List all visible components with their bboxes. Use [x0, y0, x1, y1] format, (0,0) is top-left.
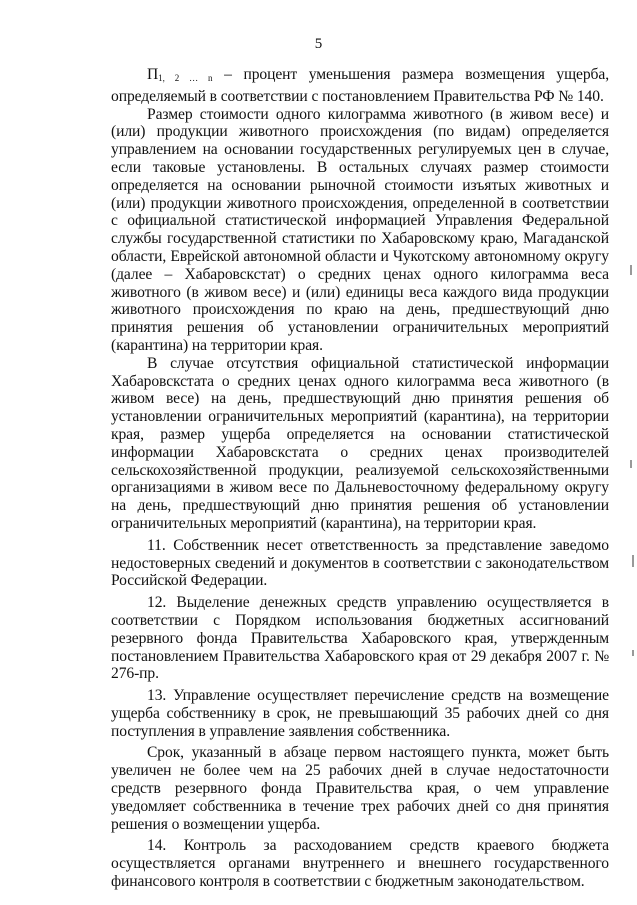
paragraph-cost-calculation: Размер стоимости одного килограмма животного (в живом весе) и (или) продукции животного происхождения (по видам) определяется управлением на основании государственных регулируемых цен в случае, если таковые установлены. В остальных случаях размер стоимости определяется на основании рыночной стоимости изъятых животных и (или) продукции животного происхождения, определенной в соответствии с официальной статистической информацией Управления Федеральной службы государственной статистики по Хабаровскому краю, Магаданской области, Еврейской автономной области и Чукотскому автономному округу (далее – Хабаровскстат) о средних ценах одного килограмма веса животного (в живом весе) и (или) единицы веса каждого вида продукции животного происхождения по краю на день, предшествующий дню принятия решения об установлении ограничительных мероприятий (карантина) на территории края.	[111, 105, 609, 354]
paragraph-absence-of-statistics: В случае отсутствия официальной статистической информации Хабаровскстата о средних ценах одного килограмма веса животного (в живом весе) на день, предшествующий дню принятия решения об установлении ограничительных мероприятий (карантина), на территории края, размер ущерба определяется на основании статистической информации Хабаровскстата о средних ценах производителей сельскохозяйственной продукции, реализуемой сельскохозяйственными организациями в живом весе по Дальневосточному федеральному округу на день, предшествующий дню принятия решения об установлении ограничительных мероприятий (карантина), на территории края.	[111, 354, 609, 532]
paragraph-item-14: 14. Контроль за расходованием средств краевого бюджета осуществляется органами внутреннего и внешнего государственного финансового контроля в соответствии с бюджетным законодательством.	[111, 837, 609, 891]
scan-margin-mark	[632, 650, 634, 656]
formula-symbol: П	[147, 66, 159, 83]
paragraph-item-12: 12. Выделение денежных средств управлению осуществляется в соответствии с Порядком использования бюджетных ассигнований резервного фонда Правительства Хабаровского края, утвержденным постановлением Правительства Хабаровского края от 29 декабря 2007 г. № 276-пр.	[111, 594, 609, 683]
paragraph-item-13: 13. Управление осуществляет перечисление средств на возмещение ущерба собственнику в срок, не превышающий 35 рабочих дней со дня поступления в управление заявления собственника.	[111, 687, 609, 740]
scan-margin-mark	[630, 460, 632, 468]
document-body	[111, 66, 609, 895]
paragraph-term-extension: Срок, указанный в абзаце первом настоящего пункта, может быть увеличен не более чем на 25 рабочих дней в случае недостаточности средств резервного фонда Правительства края, о чем управление уведомляет собственника в течение трех рабочих дней со дня принятия решения о возмещении ущерба.	[111, 744, 609, 833]
paragraph-reduction-percent	[111, 66, 609, 106]
scan-margin-mark	[632, 555, 634, 567]
paragraph-item-11: 11. Собственник несет ответственность за представление заведомо недостоверных сведений и документов в соответствии с законодательством Российской Федерации.	[111, 536, 609, 590]
scan-margin-mark	[630, 265, 632, 275]
page-number: 5	[314, 36, 323, 52]
formula-subscript: 1, 2 … n	[158, 73, 213, 83]
paragraph-text: – процент уменьшения размера возмещения ущерба, определяемый в соответствии с постановлением Правительства РФ № 140.	[111, 66, 609, 105]
